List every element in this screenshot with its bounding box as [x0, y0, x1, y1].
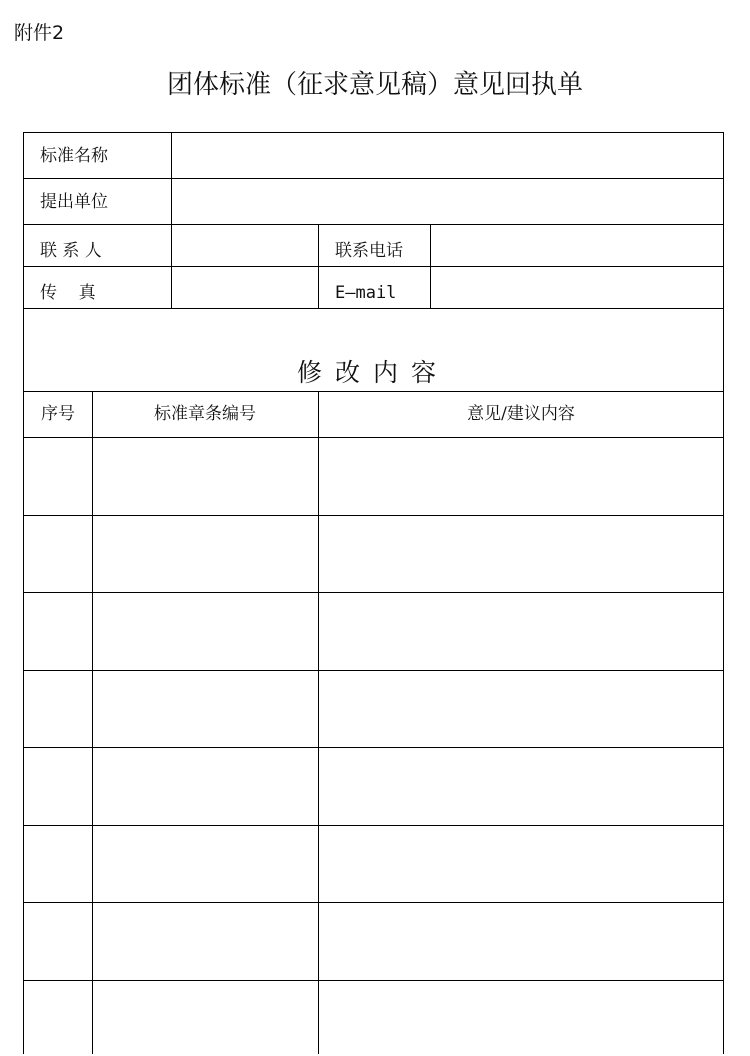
clause-number-cell[interactable]: [93, 593, 318, 669]
comment-cell[interactable]: [319, 516, 723, 591]
table-border-right: [723, 132, 724, 1054]
column-header-comment: 意见/建议内容: [467, 404, 575, 424]
row-number-cell[interactable]: [24, 438, 92, 514]
row-number-cell[interactable]: [24, 903, 92, 979]
clause-number-cell[interactable]: [93, 748, 318, 824]
row-divider: [23, 391, 724, 392]
row-number-cell[interactable]: [24, 516, 92, 591]
column-header-no: 序号: [41, 404, 75, 424]
row-number-cell[interactable]: [24, 748, 92, 824]
comment-cell[interactable]: [319, 981, 723, 1056]
standard-name-field[interactable]: [172, 133, 722, 178]
email-label: E—mail: [335, 283, 397, 303]
comment-cell[interactable]: [319, 826, 723, 901]
org-field[interactable]: [172, 179, 722, 224]
row-number-cell[interactable]: [24, 981, 92, 1056]
comment-cell[interactable]: [319, 593, 723, 669]
clause-number-cell[interactable]: [93, 671, 318, 746]
section-title: 修改内容: [296, 358, 449, 387]
form-title: 团体标准（征求意见稿）意见回执单: [166, 70, 583, 100]
phone-label: 联系电话: [335, 241, 403, 261]
comment-cell[interactable]: [319, 748, 723, 824]
clause-number-cell[interactable]: [93, 981, 318, 1056]
clause-number-cell[interactable]: [93, 516, 318, 591]
phone-field[interactable]: [431, 225, 722, 266]
row-number-cell[interactable]: [24, 826, 92, 901]
org-label: 提出单位: [40, 192, 108, 212]
contact-label: 联 系 人: [40, 241, 102, 261]
clause-number-cell[interactable]: [93, 438, 318, 514]
comment-cell[interactable]: [319, 671, 723, 746]
fax-field[interactable]: [172, 267, 317, 308]
email-field[interactable]: [431, 267, 722, 308]
row-number-cell[interactable]: [24, 671, 92, 746]
comment-cell[interactable]: [319, 903, 723, 979]
contact-field[interactable]: [172, 225, 317, 266]
fax-label: 传 真: [40, 283, 96, 303]
standard-name-label: 标准名称: [40, 146, 108, 166]
column-divider: [318, 224, 319, 308]
row-number-cell[interactable]: [24, 593, 92, 669]
comment-cell[interactable]: [319, 438, 723, 514]
row-divider: [23, 308, 724, 309]
clause-number-cell[interactable]: [93, 826, 318, 901]
column-header-clause: 标准章条编号: [154, 404, 256, 424]
clause-number-cell[interactable]: [93, 903, 318, 979]
attachment-label: 附件2: [14, 22, 65, 44]
